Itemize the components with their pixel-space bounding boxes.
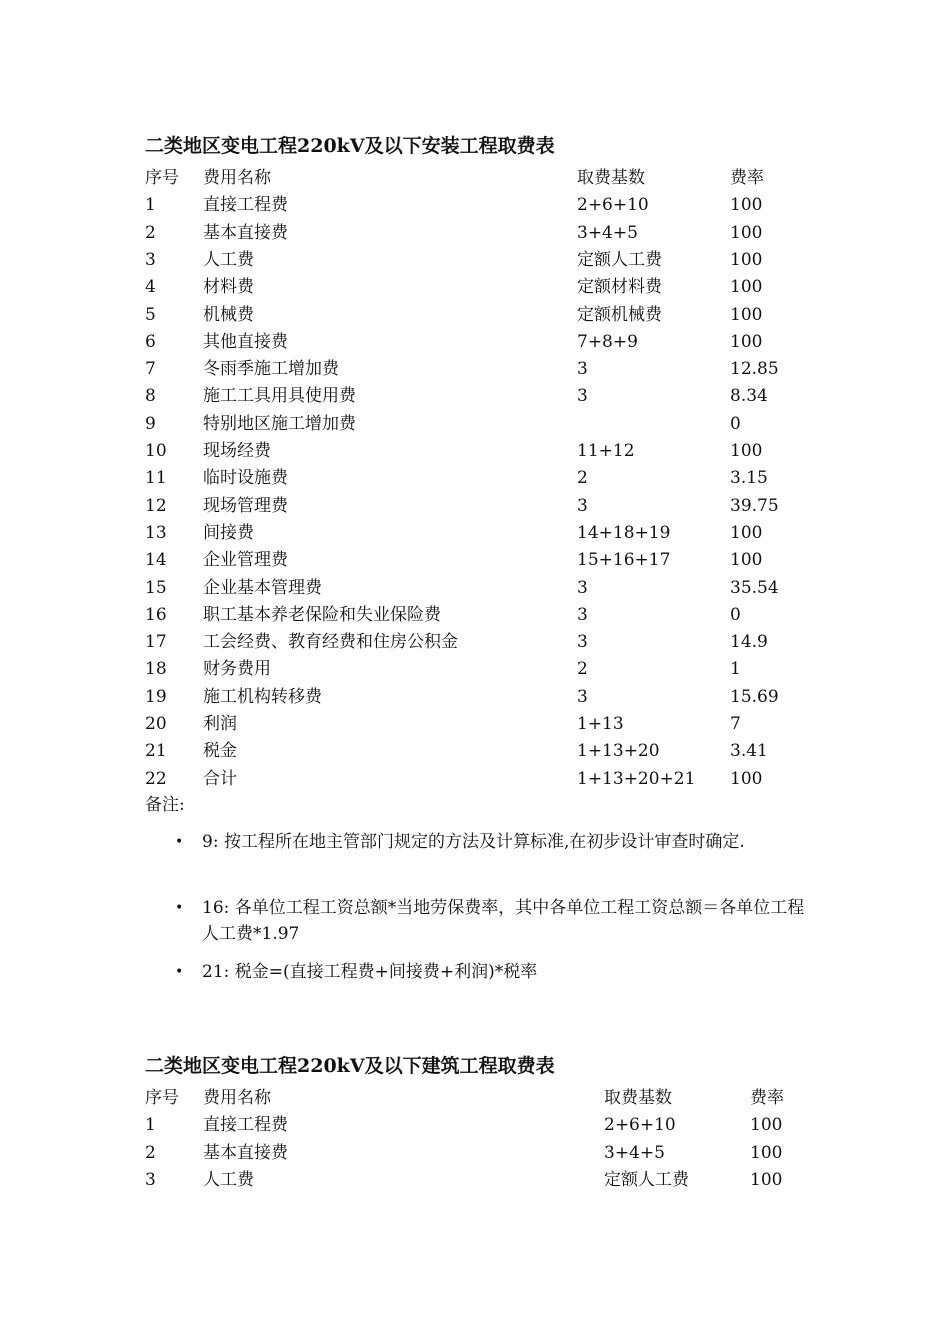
cell-no: 2 — [145, 1143, 156, 1163]
cell-name: 材料费 — [203, 277, 254, 297]
cell-name: 现场管理费 — [203, 496, 288, 516]
cell-no: 19 — [145, 687, 167, 707]
cell-no: 7 — [145, 359, 156, 379]
cell-no: 11 — [145, 468, 167, 488]
cell-rate: 14.9 — [730, 632, 768, 652]
cell-base: 3 — [577, 605, 588, 625]
cell-no: 1 — [145, 1115, 156, 1135]
cell-no: 5 — [145, 305, 156, 325]
cell-base: 3+4+5 — [604, 1143, 665, 1163]
cell-rate: 7 — [730, 714, 741, 734]
header-rate: 费率 — [730, 168, 764, 188]
note-text: 9: 按工程所在地主管部门规定的方法及计算标准,在初步设计审查时确定. — [202, 832, 745, 852]
cell-name: 人工费 — [203, 1170, 254, 1190]
cell-name: 现场经费 — [203, 441, 271, 461]
table-header-row — [0, 165, 950, 192]
cell-rate: 100 — [750, 1170, 783, 1190]
table-row — [0, 547, 950, 574]
cell-name: 企业基本管理费 — [203, 578, 322, 598]
table-row — [0, 247, 950, 274]
cell-no: 4 — [145, 277, 156, 297]
cell-no: 9 — [145, 414, 156, 434]
cell-base: 2 — [577, 659, 588, 679]
cell-name: 企业管理费 — [203, 550, 288, 570]
cell-base: 1+13+20 — [577, 741, 660, 761]
cell-base: 2+6+10 — [577, 195, 649, 215]
cell-name: 财务费用 — [203, 659, 271, 679]
cell-rate: 15.69 — [730, 687, 779, 707]
header-name: 费用名称 — [203, 168, 271, 188]
cell-no: 20 — [145, 714, 167, 734]
table-row — [0, 766, 950, 793]
cell-name: 基本直接费 — [203, 1143, 288, 1163]
cell-no: 2 — [145, 223, 156, 243]
cell-base: 2 — [577, 468, 588, 488]
cell-base: 定额机械费 — [577, 305, 662, 325]
cell-rate: 100 — [730, 441, 763, 461]
table-row — [0, 1140, 950, 1167]
cell-name: 合计 — [203, 769, 237, 789]
table-row — [0, 220, 950, 247]
table-row — [0, 356, 950, 383]
cell-base: 2+6+10 — [604, 1115, 676, 1135]
bullet-icon: • — [175, 964, 184, 980]
cell-name: 基本直接费 — [203, 223, 288, 243]
note-item — [175, 895, 815, 947]
cell-rate: 0 — [730, 414, 741, 434]
cell-name: 机械费 — [203, 305, 254, 325]
table-row — [0, 192, 950, 219]
cell-base: 定额人工费 — [577, 250, 662, 270]
cell-base: 1+13 — [577, 714, 624, 734]
cell-name: 冬雨季施工增加费 — [203, 359, 339, 379]
table-row — [0, 438, 950, 465]
cell-name: 人工费 — [203, 250, 254, 270]
cell-base: 3 — [577, 578, 588, 598]
table-row — [0, 1112, 950, 1139]
cell-base: 3 — [577, 632, 588, 652]
cell-rate: 8.34 — [730, 386, 768, 406]
cell-base: 3 — [577, 386, 588, 406]
cell-no: 16 — [145, 605, 167, 625]
cell-base: 7+8+9 — [577, 332, 638, 352]
cell-no: 10 — [145, 441, 167, 461]
cell-no: 17 — [145, 632, 167, 652]
cell-name: 间接费 — [203, 523, 254, 543]
cell-rate: 100 — [750, 1115, 783, 1135]
header-rate: 费率 — [750, 1088, 784, 1108]
cell-name: 税金 — [203, 741, 237, 761]
cell-name: 特别地区施工增加费 — [203, 414, 356, 434]
cell-name: 直接工程费 — [203, 1115, 288, 1135]
header-name: 费用名称 — [203, 1088, 271, 1108]
note-text: 21: 税金=(直接工程费+间接费+利润)*税率 — [202, 962, 538, 982]
cell-base: 11+12 — [577, 441, 635, 461]
cell-no: 22 — [145, 769, 167, 789]
cell-no: 14 — [145, 550, 167, 570]
note-text: 16: 各单位工程工资总额*当地劳保费率，其中各单位工程工资总额＝各单位工程人工费*1.97 — [202, 898, 805, 944]
cell-rate: 39.75 — [730, 496, 779, 516]
table-row — [0, 411, 950, 438]
cell-base: 定额材料费 — [577, 277, 662, 297]
cell-rate: 3.15 — [730, 468, 768, 488]
bullet-icon: • — [175, 834, 184, 850]
cell-rate: 100 — [730, 195, 763, 215]
cell-no: 3 — [145, 250, 156, 270]
cell-base: 定额人工费 — [604, 1170, 689, 1190]
cell-name: 其他直接费 — [203, 332, 288, 352]
table-row — [0, 575, 950, 602]
table-row — [0, 493, 950, 520]
notes-label: 备注: — [145, 795, 185, 815]
cell-name: 施工工具用具使用费 — [203, 386, 356, 406]
cell-rate: 100 — [730, 277, 763, 297]
cell-base: 14+18+19 — [577, 523, 671, 543]
cell-base: 3+4+5 — [577, 223, 638, 243]
cell-rate: 0 — [730, 605, 741, 625]
table-row — [0, 629, 950, 656]
cell-rate: 100 — [750, 1143, 783, 1163]
cell-base: 1+13+20+21 — [577, 769, 696, 789]
header-no: 序号 — [145, 168, 179, 188]
table-row — [0, 1167, 950, 1194]
table-row — [0, 383, 950, 410]
cell-name: 临时设施费 — [203, 468, 288, 488]
table-row — [0, 711, 950, 738]
bullet-icon: • — [175, 900, 184, 916]
cell-rate: 100 — [730, 223, 763, 243]
cell-name: 直接工程费 — [203, 195, 288, 215]
cell-rate: 100 — [730, 769, 763, 789]
header-no: 序号 — [145, 1088, 179, 1108]
header-base: 取费基数 — [604, 1088, 672, 1108]
table-header-row — [0, 1085, 950, 1112]
section-title: 二类地区变电工程220kV及以下安装工程取费表 — [145, 135, 555, 157]
header-base: 取费基数 — [577, 168, 645, 188]
cell-base: 3 — [577, 687, 588, 707]
table-row — [0, 738, 950, 765]
cell-no: 21 — [145, 741, 167, 761]
cell-name: 工会经费、教育经费和住房公积金 — [203, 632, 458, 652]
cell-rate: 100 — [730, 250, 763, 270]
table-row — [0, 274, 950, 301]
cell-rate: 100 — [730, 332, 763, 352]
cell-no: 13 — [145, 523, 167, 543]
table-row — [0, 465, 950, 492]
cell-no: 12 — [145, 496, 167, 516]
cell-rate: 100 — [730, 550, 763, 570]
cell-base: 15+16+17 — [577, 550, 671, 570]
cell-rate: 35.54 — [730, 578, 779, 598]
note-item — [175, 829, 815, 855]
note-item — [175, 959, 815, 985]
cell-name: 职工基本养老保险和失业保险费 — [203, 605, 441, 625]
table-row — [0, 329, 950, 356]
cell-rate: 1 — [730, 659, 741, 679]
cell-name: 利润 — [203, 714, 237, 734]
table-row — [0, 656, 950, 683]
cell-no: 8 — [145, 386, 156, 406]
table-row — [0, 520, 950, 547]
table-row — [0, 602, 950, 629]
section-title: 二类地区变电工程220kV及以下建筑工程取费表 — [145, 1055, 555, 1077]
cell-rate: 3.41 — [730, 741, 768, 761]
cell-base: 3 — [577, 359, 588, 379]
cell-rate: 100 — [730, 523, 763, 543]
cell-rate: 12.85 — [730, 359, 779, 379]
table-row — [0, 302, 950, 329]
cell-no: 3 — [145, 1170, 156, 1190]
table-row — [0, 684, 950, 711]
cell-rate: 100 — [730, 305, 763, 325]
cell-no: 1 — [145, 195, 156, 215]
cell-no: 6 — [145, 332, 156, 352]
cell-name: 施工机构转移费 — [203, 687, 322, 707]
cell-no: 18 — [145, 659, 167, 679]
cell-no: 15 — [145, 578, 167, 598]
cell-base: 3 — [577, 496, 588, 516]
